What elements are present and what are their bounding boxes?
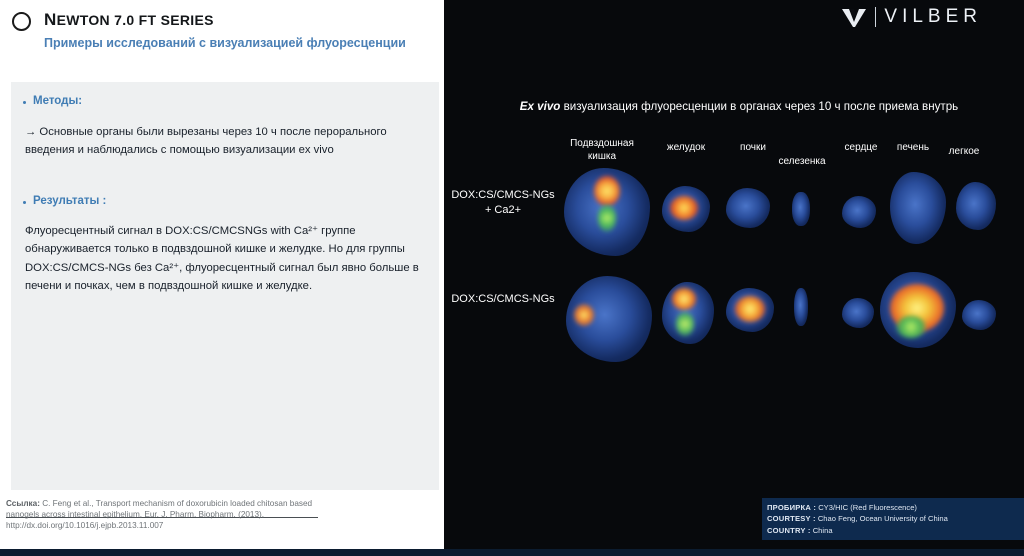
- credit-courtesy-line: [767, 513, 1021, 524]
- hotspot: [672, 288, 696, 310]
- hotspot: [676, 312, 694, 336]
- methods-paragraph: → Основные органы были вырезаны через 10 ч после перорального введения и наблюдались с помощью визуализации ex vivo: [25, 126, 387, 156]
- page-subtitle: Примеры исследований с визуализацией флуоресценции: [44, 36, 406, 50]
- slide-header: [0, 0, 444, 62]
- organ-heart-row1: [842, 196, 876, 228]
- organ-ileum-row1: [564, 168, 650, 256]
- credit-courtesy-value: Chao Feng, Ocean University of China: [817, 514, 948, 524]
- row-label-with-ca: DOX:CS/CMCS-NGs + Ca2+: [451, 189, 555, 217]
- credit-probe-key: ПРОБИРКА :: [767, 503, 817, 512]
- organ-liver-row2: [880, 272, 956, 348]
- organ-spleen-row1: [792, 192, 810, 226]
- reference-text: C. Feng et al., Transport mechanism of doxorubicin loaded chitosan based nanogels across intestinal epithelium, Eur. J. Pharm. Biopharm. (2013), http://dx.doi.org/10.1016/j.ejpb.2013.11.007: [6, 499, 313, 531]
- organ-ileum-row2: [566, 276, 652, 362]
- organ-stomach-row2: [662, 282, 714, 344]
- hotspot: [735, 296, 765, 322]
- hotspot: [574, 304, 594, 326]
- organ-heart-row2: [842, 298, 874, 328]
- page-title-text: NEWTON 7.0 FT SERIES: [44, 10, 214, 29]
- circle-logo-icon: [12, 12, 31, 31]
- organ-liver-row1: [890, 172, 946, 244]
- vilber-mark-icon: [841, 6, 867, 28]
- figure-panel: [444, 0, 1024, 556]
- column-label-lung: легкое: [948, 146, 980, 157]
- results-heading: Результаты :: [33, 195, 107, 207]
- credit-country-value: China: [812, 525, 833, 535]
- column-label-ileum: Подвздошная кишка: [570, 138, 634, 162]
- text-card: [8, 82, 439, 490]
- credit-courtesy-key: COURTESY :: [767, 514, 816, 524]
- credit-probe-value: CY3/HIC (Red Fluorescence): [818, 503, 917, 512]
- hotspot: [598, 204, 616, 232]
- reference-footnote: [6, 498, 326, 531]
- organ-kidney-row2: [726, 288, 774, 332]
- row-label-without-ca: DOX:CS/CMCS-NGs: [451, 293, 555, 305]
- column-label-spleen: селезенка: [778, 156, 826, 167]
- hotspot: [896, 316, 926, 338]
- reference-label: Ссылка:: [6, 499, 40, 508]
- organ-stomach-row1: [662, 186, 710, 232]
- column-label-kidney: почки: [740, 142, 766, 153]
- page-title: [44, 10, 214, 30]
- results-paragraph: Флуоресцентный сигнал в DOX:CS/CMCSNGs with Ca²⁺ группе обнаруживается только в подвздошной кишке и желудке. Но для группы DOX:CS/CMCS-NGs без Ca²⁺, флуоресцентный сигнал был явно больше в печени и почках, чем в подвздошной кишке и желудке.: [25, 225, 419, 292]
- organ-lung-row2: [962, 300, 996, 330]
- organ-spleen-row2: [794, 288, 808, 326]
- credit-probe-line: [767, 502, 1021, 513]
- credit-country-line: [767, 525, 1021, 536]
- organ-lung-row1: [956, 182, 996, 230]
- bottom-strip: [0, 549, 1024, 556]
- vilber-logo: [841, 6, 982, 28]
- figure-caption: [470, 100, 1008, 113]
- hotspot: [594, 176, 620, 206]
- column-label-liver: печень: [896, 142, 930, 153]
- bullet-dot-results: [23, 201, 26, 204]
- figure-caption-italic: Ex vivo: [519, 100, 561, 113]
- vilber-wordmark: VILBER: [884, 6, 982, 27]
- credit-country-key: COUNTRY :: [767, 525, 811, 535]
- hotspot: [670, 196, 698, 220]
- organ-kidney-row1: [726, 188, 770, 228]
- bullet-dot-methods: [23, 101, 26, 104]
- left-content-panel: [0, 0, 444, 556]
- column-label-stomach: желудок: [666, 142, 706, 153]
- figure-caption-rest: визуализация флуоресценции в органах через 10 ч после приема внутрь: [560, 100, 959, 113]
- methods-heading: Методы:: [33, 95, 83, 107]
- vilber-divider: [875, 7, 876, 27]
- column-label-heart: сердце: [844, 142, 878, 153]
- credit-box: [762, 498, 1024, 540]
